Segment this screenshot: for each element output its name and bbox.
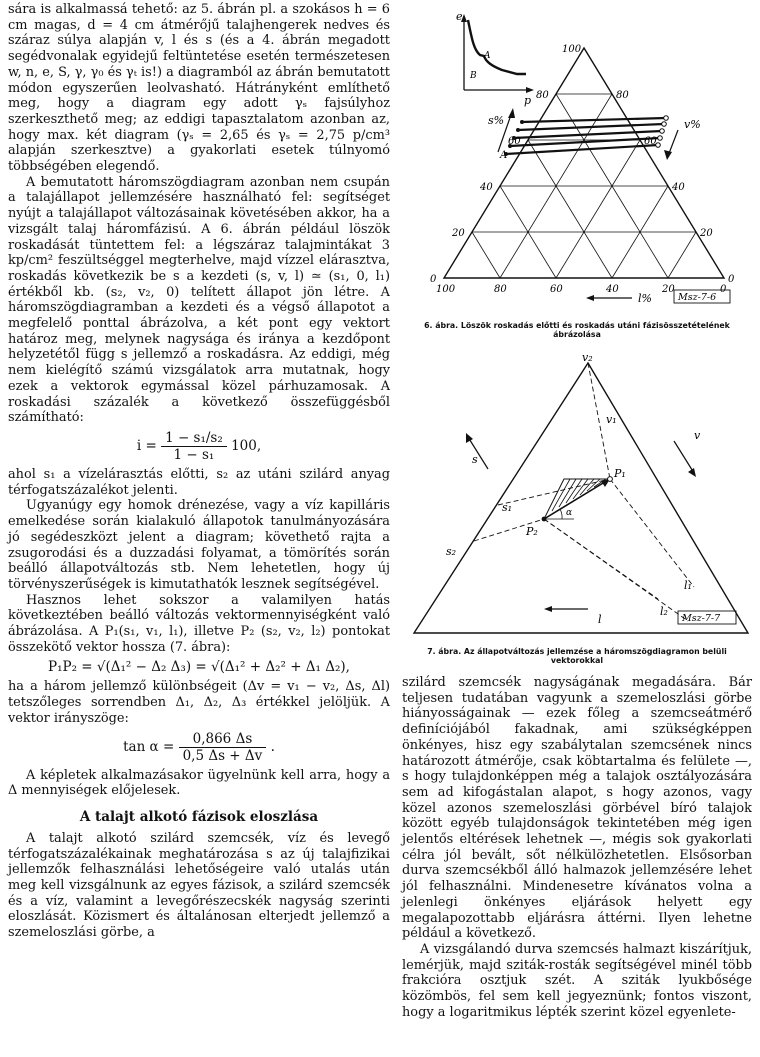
tick: 80 xyxy=(536,90,549,101)
inset-plot xyxy=(456,10,534,107)
right-text xyxy=(402,675,752,1020)
tick: 0 xyxy=(430,274,437,285)
figure-6-diagram xyxy=(402,0,752,315)
right-column xyxy=(402,0,752,1020)
tick: 40 xyxy=(480,182,493,193)
paragraph: A talajt alkotó szilárd szemcsék, víz és levegő térfogatszázalékainak meghatározása s az új talajfizikai jellemzők felhasználási lehetőségeire való utalás után meg kell vizsgálnunk az egyes fázisok, a szilárd szemcsék és a víz, valamint a levegőrészecskék nagyság szerinti eloszlását. Közismert és általánosan elterjedt jellemző a szemeloszlási görbe, a xyxy=(8,830,390,941)
label-s1: s₁ xyxy=(502,501,513,514)
stamp-text: Msz-7-7 xyxy=(682,613,721,624)
numerator: 1 − s₁/s₂ xyxy=(161,430,227,447)
inset-x-label: p xyxy=(524,94,532,107)
bottom-axis-label: l% xyxy=(638,292,652,305)
label-v2: v₂ xyxy=(582,351,593,364)
label-l2: l₂ xyxy=(660,605,668,618)
inset-y-label: e xyxy=(456,10,463,23)
stamp-text: Msz-7-6 xyxy=(678,292,717,303)
equation-lhs: tan α = xyxy=(123,738,175,755)
paragraph: ha a három jellemző különbségeit (Δv = v₁ − v₂, Δs, Δl) tetszőleges sorrendben Δ₁, Δ₂, Δ₃ értékkel jelöljük. A vektor irányszöge: xyxy=(8,679,390,726)
equation-i xyxy=(8,430,390,463)
paragraph: A képletek alkalmazásakor ügyelnünk kell arra, hogy a Δ mennyiségek előjelesek. xyxy=(8,767,390,799)
paragraph: A vizsgálandó durva szemcsés halmazt kiszárítjuk, lemérjük, majd sziták-rosták segítségével minél több frakcióra osztjuk szét. A sziták lyukbősége közömbös, fel sem kell jegyeznünk; fontos viszont, hogy a logaritmikus lépték szerint közel egyenlete- xyxy=(402,941,752,1020)
inset-label-B: B xyxy=(470,71,477,81)
label-P1: P₁ xyxy=(614,467,626,480)
tick: 100 xyxy=(436,284,456,295)
tick: 40 xyxy=(606,284,619,295)
label-alpha: α xyxy=(566,508,573,518)
tick: 60 xyxy=(644,136,657,147)
tick: 20 xyxy=(662,284,675,295)
label-s: s xyxy=(472,453,478,466)
triangle xyxy=(444,44,724,278)
tick: 20 xyxy=(452,228,465,239)
right-axis-label: v% xyxy=(684,118,701,131)
label-v: v xyxy=(694,429,701,442)
left-axis-label: s% xyxy=(488,114,505,127)
tick: 0 xyxy=(728,274,735,285)
figure-7-diagram xyxy=(402,351,752,641)
tick: 80 xyxy=(616,90,629,101)
equation-vector-length: P₁P₂ = √(Δ₁² − Δ₂ Δ₃) = √(Δ₁² + Δ₂² + Δ₁ Δ₂), xyxy=(48,659,350,676)
equation-tail: 100, xyxy=(231,437,262,454)
apex-label: 100 xyxy=(562,44,582,55)
denominator: 0,5 Δs + Δv xyxy=(182,747,263,764)
label-A: A xyxy=(500,150,508,161)
figure-6 xyxy=(402,0,752,339)
figure-7-caption: 7. ábra. Az állapotváltozás jellemzése a háromszögdiagramon belüli vektorokkal xyxy=(427,647,727,665)
figure-7 xyxy=(402,351,752,665)
tick: 60 xyxy=(550,284,563,295)
fraction xyxy=(179,731,267,764)
tick: 60 xyxy=(508,136,521,147)
tick: 40 xyxy=(672,182,685,193)
paragraph: A bemutatott háromszögdiagram azonban nem csupán a talajállapot jellemzésére használható fel: segítséget nyújt a talajállapot változásainak követésében akkor, ha a vizsgált talaj háromfázisú. A 6. ábrán például löszök roskadását tüntettem fel: a légszáraz talajmintákat 3 kp/cm² feszültséggel megterhelve, majd vízzel elárasztva, roskadás következik be s a kezdeti (s, v, l) ≃ (s₁, 0, l₁) értékből kb. (s₂, v₂, 0) telített állapot jön létre. A háromszögdiagramban a kezdeti és a végső állapotot a megfelelő ponttal ábrázolva, a két pont egy vektort határoz meg, melynek nagysága és iránya a kezdőpont helyzetétől függ s jellemző a roskadásra. Az eddigi, még nem kielégítő számú vizsgálatok arra mutatnak, hogy ezek a vektorok egymással közel párhuzamosak. A roskadási százalék a következő összefüggésből számítható: xyxy=(8,174,390,426)
left-column xyxy=(8,2,390,941)
label-l: l xyxy=(598,613,602,626)
paragraph: ahol s₁ a vízelárasztás előtti, s₂ az utáni szilárd anyag térfogatszázalékot jelenti. xyxy=(8,466,390,498)
paragraph: Ugyanúgy egy homok drénezése, vagy a víz kapilláris emelkedése során kialakuló állapotok tanulmányozására jó segédeszközt jelent a diagram; követhető rajta a zsugorodási és a duzzadási folyamat, a tömörítés során beálló állapotváltozás stb. Nem lehetetlen, hogy új törvényszerűségek is kimutathatók lesznek segítségével. xyxy=(8,498,390,592)
equation-tan xyxy=(8,731,390,764)
paragraph: szilárd szemcsék nagyságának megadására. Bár teljesen tudatában vagyunk a szemeloszlási görbe hiányosságainak — ezek főleg a szemcseátmérő definíciójából fakadnak, ami szükségképpen önkényes, hisz egy szabálytalan szemcsének nincs határozott átmérője, csak köbtartalma és felülete —, s hogy tulajdonképpen még a talajok osztályozására sem ad kifogástalan alapot, s hogy azonos, vagy közel azonos szemeloszlási görbével bíró talajok között egyéb tulajdonságok tekintetében még igen jelentős eltérések lehetnek —, mégis sok gyakorlati célra jól bevált, sőt nélkülözhetetlen. Elsősorban durva szemcsékből álló halmazok jellemzésére lehet jól felhasználni. Mindenesetre kívánatos volna a jelenlegi önkényes eljárások helyett egy megalapozottabb eljárásra áttérni. Ilyen lehetne például a következő. xyxy=(402,675,752,942)
tick: 0 xyxy=(720,284,727,295)
numerator: 0,866 Δs xyxy=(179,731,267,748)
tick: 80 xyxy=(494,284,507,295)
fraction xyxy=(161,430,227,463)
label-l1: l₁ xyxy=(684,579,692,592)
inset-label-A: A xyxy=(484,51,491,61)
paragraph: Hasznos lehet sokszor a valamilyen hatás következtében beálló változás vektormennyiségként való ábrázolása. A P₁(s₁, v₁, l₁), illetve P₂ (s₂, v₂, l₂) pontokat összekötő vektor hossza (7. ábra): xyxy=(8,592,390,655)
equation-lhs: i = xyxy=(136,437,157,454)
equation-tail: . xyxy=(270,738,275,755)
label-s2: s₂ xyxy=(446,545,457,558)
figure-6-caption: 6. ábra. Löszök roskadás előtti és roskadás utáni fázisösszetételének ábrázolása xyxy=(424,321,730,339)
denominator: 1 − s₁ xyxy=(173,446,215,463)
label-P2: P₂ xyxy=(526,525,538,538)
tick: 20 xyxy=(700,228,713,239)
paragraph: sára is alkalmassá tehető: az 5. ábrán pl. a szokásos h = 6 cm magas, d = 4 cm átmérőjű talajhengerek nedves és száraz súlya alapján v, l és s (és a 4. ábrán megadott segédvonalak egyidejű feltüntetése esetén természetesen w, n, e, S, γ, γ₀ és γₜ is!) a diagramból az ábrán bemutatott módon egyszerűen leolvasható. Hátrányként említhető meg, hogy a diagram egy adott γₛ fajsúlyhoz szerkeszthető meg; az eddigi tapasztalatom azonban az, hogy max. két diagram (γₛ = 2,65 és γₛ = 2,75 p/cm³ alapján szerkesztve) a gyakorlati esetek túlnyomó többségében elegendő. xyxy=(8,2,390,175)
label-v1: v₁ xyxy=(606,413,617,426)
section-heading: A talajt alkotó fázisok eloszlása xyxy=(79,808,319,825)
